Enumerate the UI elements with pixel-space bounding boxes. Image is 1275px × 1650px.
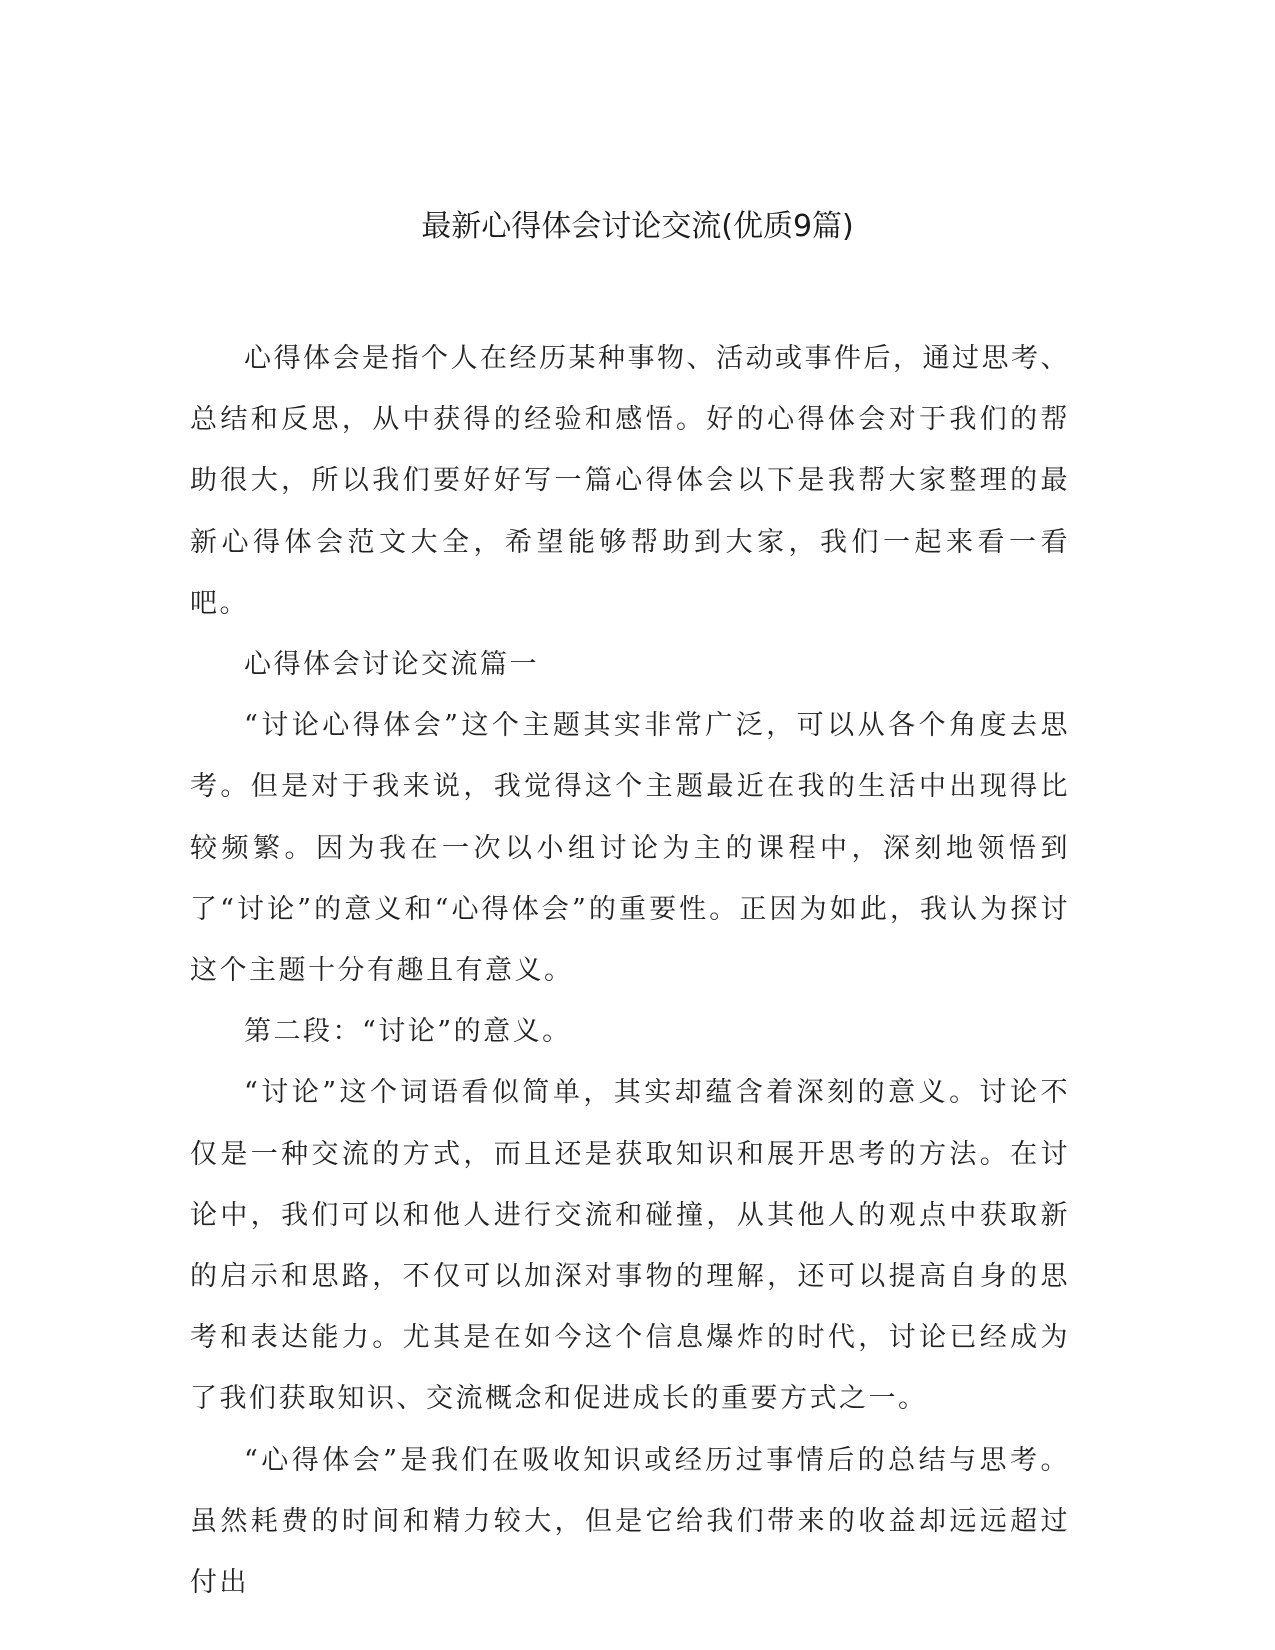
document-body <box>190 328 1070 1613</box>
document-title: 最新心得体会讨论交流(优质9篇) <box>421 209 854 244</box>
paragraph: “讨论心得体会”这个主题其实非常广泛，可以从各个角度去思考。但是对于我来说，我觉得这个主题最近在我的生活中出现得比较频繁。因为我在一次以小组讨论为主的课程中，深刻地领悟到了“讨论”的意义和“心得体会”的重要性。正因为如此，我认为探讨这个主题十分有趣且有意义。 <box>190 710 1070 987</box>
intro-paragraph: 心得体会是指个人在经历某种事物、活动或事件后，通过思考、总结和反思，从中获得的经验和感悟。好的心得体会对于我们的帮助很大，所以我们要好好写一篇心得体会以下是我帮大家整理的最新心得体会范文大全，希望能够帮助到大家，我们一起来看一看吧。 <box>190 343 1070 619</box>
section-heading: 心得体会讨论交流篇一 <box>244 649 539 681</box>
paragraph: “讨论”这个词语看似简单，其实却蕴含着深刻的意义。讨论不仅是一种交流的方式，而且还是获取知识和展开思考的方法。在讨论中，我们可以和他人进行交流和碰撞，从其他人的观点中获取新的启示和思路，不仅可以加深对事物的理解，还可以提高自身的思考和表达能力。尤其是在如今这个信息爆炸的时代，讨论已经成为了我们获取知识、交流概念和促进成长的重要方式之一。 <box>190 1077 1070 1415</box>
paragraph: “心得体会”是我们在吸收知识或经历过事情后的总结与思考。虽然耗费的时间和精力较大，但是它给我们带来的收益却远远超过付出 <box>190 1444 1070 1599</box>
subsection-heading: 第二段：“讨论”的意义。 <box>244 1016 572 1048</box>
